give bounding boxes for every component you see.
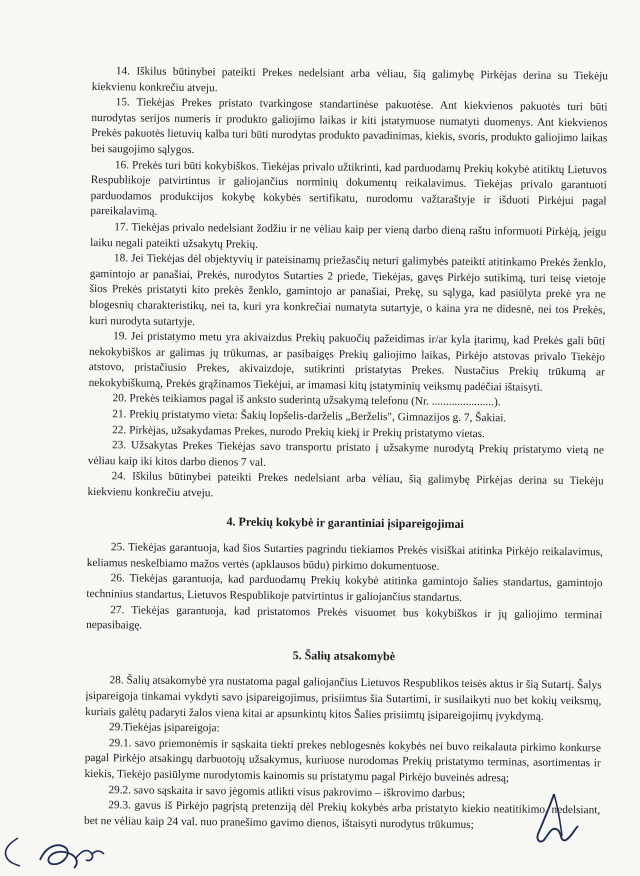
signature-left-icon <box>36 836 106 874</box>
clause-23: 23. Užsakytas Prekes Tiekėjas savo transportu pristato į užsakyme nurodytą Prekių pristatymo vietą ne vėliau kaip iki kitos darbo dienos 7 val. <box>87 439 605 469</box>
signature-right-icon <box>528 790 584 860</box>
clause-21: 21. Prekių pristatymo vieta: Šakių lopšelis-darželis „Berželis", Gimnazijos g. 7, Šakiai. <box>112 408 507 425</box>
document-page <box>84 64 608 835</box>
clause-28: 28. Šalių atsakomybė yra nustatoma pagal galiojančius Lietuvos Respublikos teisės aktus ir šią Sutartį. Šalys įsipareigoja tinkamai vykdyti savo įsipareigojimus, prisiimtus šia Sutartimi, ir susilaikyti nuo bet kokių veiksmų, kuriais galėtų padaryti žalos viena kitai ar apsunkintų kitos Šalies prisiimtų įsipareigojimų įvykdymą. <box>85 674 602 723</box>
clause-20: 20. Prekės teikiamos pagal iš anksto suderintą užsakymą telefonu (Nr. ......................). <box>112 392 501 409</box>
clause-19: 19. Jei pristatymo metu yra akivaizdus Prekių pakuočių pažeidimas ir/ar kyla įtarimų, kad Prekės gali būti nekokybiškos ar galimas jų trūkumas, ar pasibaigęs Prekių galiojimo laikas, Pirkėjo atstovas privalo Tiekėjo atstovo, pristačiusio Prekes, akivaizdoje, sutikrinti pristatytas Prekes. Nustačius Prekių trūkumą ar nekokybiškumą, Prekės grąžinamos Tiekėjui, ar imamasi kitų įstatyminių veiksmų padėčiai ištaisyti. <box>88 330 606 394</box>
clause-27: 27. Tiekėjas garantuoja, kad pristatomos Prekės visuomet bus kokybiškos ir jų galiojimo terminai nepasibaigę. <box>86 603 603 632</box>
clause-14: 14. Iškilus būtinybei pateikti Prekes nedelsiant arba vėliau, šią galimybę Pirkėjas derina su Tiekėju kiekvienu konkrečiu atveju. <box>91 65 608 94</box>
clause-22: 22. Pirkėjas, užsakydamas Prekes, nurodo Prekių kiekį ir Prekių pristatymo vietas. <box>112 423 485 440</box>
clause-24: 24. Iškilus būtinybei pateikti Prekes nedelsiant arba vėliau, šią galimybę Pirkėjas derina su Tiekėju kiekvienu konkrečiu atveju. <box>87 470 604 500</box>
section-5-heading: 5. Šalių atsakomybė <box>292 647 396 663</box>
left-margin-mark <box>0 836 24 868</box>
clause-29-2: 29.2. savo sąskaita ir savo jėgomis atlikti visus pakrovimo – iškrovimo darbus; <box>108 783 466 800</box>
clause-15: 15. Tiekėjas Prekes pristato tvarkingose standartinėse pakuotėse. Ant kiekvienos pakuotės turi būti nurodytas serijos numeris ir produkto galiojimo laikas ir kiti įstatymuose numatyti duomenys. Ant kiekvienos Prekės pakuotės lietuvių kalba turi būti nurodytas produkto pavadinimas, kiekis, svoris, produkto galiojimo laikas bei saugojimo sąlygos. <box>91 96 608 157</box>
section-4-heading: 4. Prekių kokybė ir garantiniai įsipareigojimai <box>226 514 464 531</box>
clause-29-1: 29.1. savo priemonėmis ir sąskaita tiekti prekes neblogesnės kokybės nei buvo reikalauta pirkimo konkurse pagal Pirkėjo atsakingų darbuotojų užsakymus, kuriuose nurodomas Prekių pristatymo terminas, asortimentas ir kiekis, Tiekėjo pasiūlyme nurodytomis kainomis su pristatymu pagal Pirkėjo buveinės adresą; <box>84 736 601 785</box>
clause-26: 26. Tiekėjas garantuoja, kad parduodamų Prekių kokybė atitinka gamintojo šalies standartus, gamintojo techninius standartus, Lietuvos Respublikoje patvirtintus ir galiojančius standartus. <box>86 572 603 604</box>
clause-17: 17. Tiekėjas privalo nedelsiant žodžiu ir ne vėliau kaip per vieną darbo dieną raštu informuoti Pirkėją, jeigu laiku negali pateikti užsakytų Prekių. <box>90 221 607 251</box>
clause-29-3: 29.3. gavus iš Pirkėjo pagrįstą pretenziją dėl Prekių kokybės arba pristatyto kiekio neatitikimo, nedelsiant, bet ne vėliau kaip 24 val. nuo pranešimo gavimo dienos, ištaisyti nurodytus trūkumus; <box>84 799 601 831</box>
clause-18: 18. Jei Tiekėjas dėl objektyvių ir pateisinamų priežasčių neturi galimybės pateikti atitinkamo Prekės ženklo, gamintojo ar panašiai, Prekės, nurodytos Sutarties 2 priede, Tiekėjas, gavęs Pirkėjo sutikimą, turi teisę vietoje šios Prekės pristatyti kito prekės ženklo, gamintojo ar panašiai, Prekę, su sąlyga, kad pasiūlyta prekė yra ne blogesnių charakteristikų, nei ta, kuri yra konkrečiai numatyta sutartyje, o kaina yra ne didesnė, nei tos Prekės, kuri nurodyta sutartyje. <box>89 252 607 328</box>
clause-25: 25. Tiekėjas garantuoja, kad šios Sutarties pagrindu tiekiamos Prekės visiškai atitinka Pirkėjo reikalavimus, keliamus neskelbiamo mažos vertės (apklausos būdu) pirkimo dokumentuose. <box>86 541 603 573</box>
clause-29: 29.Tiekėjas įsipareigoja: <box>108 721 220 735</box>
clause-16: 16. Prekės turi būti kokybiškos. Tiekėjas privalo užtikrinti, kad parduodamų Prekių kokybė atitiktų Lietuvos Respublikoje patvirtintus ir galiojančius norminių dokumentų reikalavimus. Tiekėjas privalo garantuoti parduodamos produkcijos kokybę kokybės sertifikatu, nurodomu važtaraštyje ir išduoti Pirkėjui pagal pareikalavimą. <box>90 158 607 219</box>
